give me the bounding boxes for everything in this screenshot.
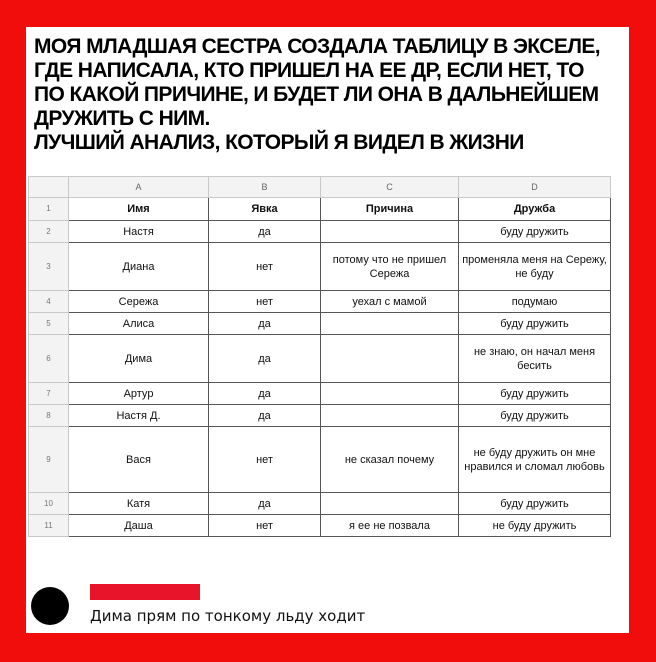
- headline-line: ПО КАКОЙ ПРИЧИНЕ, И БУДЕТ ЛИ ОНА В ДАЛЬНЕЙШЕМ: [34, 83, 599, 106]
- column-header-row: [29, 177, 611, 198]
- cell-reason: не сказал почему: [321, 427, 459, 493]
- cell-name: Настя Д.: [69, 405, 209, 427]
- headline-line: ГДЕ НАПИСАЛА, КТО ПРИШЕЛ НА ЕЕ ДР, ЕСЛИ НЕТ, ТО: [34, 59, 584, 82]
- cell-friendship: буду дружить: [459, 405, 611, 427]
- cell-attendance: да: [209, 313, 321, 335]
- cell-attendance: да: [209, 383, 321, 405]
- row-number: 10: [29, 493, 69, 515]
- table-row: [29, 383, 611, 405]
- cell-name: Сережа: [69, 291, 209, 313]
- cell-reason: [321, 313, 459, 335]
- cell-attendance: да: [209, 493, 321, 515]
- cell-attendance: да: [209, 405, 321, 427]
- column-letter-b: B: [209, 177, 321, 198]
- comment-text: Дима прям по тонкому льду ходит: [90, 607, 366, 625]
- redacted-username: [90, 584, 200, 600]
- headline-line: ЛУЧШИЙ АНАЛИЗ, КОТОРЫЙ Я ВИДЕЛ В ЖИЗНИ: [34, 131, 524, 154]
- row-number: 9: [29, 427, 69, 493]
- table-row: [29, 221, 611, 243]
- cell-name: Артур: [69, 383, 209, 405]
- table-row: [29, 335, 611, 383]
- row-number: 5: [29, 313, 69, 335]
- cell-friendship: буду дружить: [459, 313, 611, 335]
- column-letter-a: A: [69, 177, 209, 198]
- cell-attendance: нет: [209, 291, 321, 313]
- cell-name: Дима: [69, 335, 209, 383]
- row-number: 8: [29, 405, 69, 427]
- table-row: [29, 405, 611, 427]
- cell-reason: потому что не пришел Сережа: [321, 243, 459, 291]
- avatar: [31, 587, 69, 625]
- row-number: 4: [29, 291, 69, 313]
- cell-reason: [321, 405, 459, 427]
- cell-name: Настя: [69, 221, 209, 243]
- cell-attendance: нет: [209, 515, 321, 537]
- headline-line: ДРУЖИТЬ С НИМ.: [34, 107, 210, 130]
- table-row: [29, 313, 611, 335]
- cell-friendship: подумаю: [459, 291, 611, 313]
- cell-friendship: буду дружить: [459, 383, 611, 405]
- row-number: 1: [29, 198, 69, 221]
- table-row: [29, 291, 611, 313]
- spreadsheet-screenshot: [28, 176, 611, 537]
- cell-reason: уехал с мамой: [321, 291, 459, 313]
- cell-attendance: нет: [209, 427, 321, 493]
- cell-friendship: променяла меня на Сережу, не буду: [459, 243, 611, 291]
- headline-line: МОЯ МЛАДШАЯ СЕСТРА СОЗДАЛА ТАБЛИЦУ В ЭКСЕЛЕ,: [34, 35, 600, 58]
- cell-reason: [321, 493, 459, 515]
- cell-friendship: не знаю, он начал меня бесить: [459, 335, 611, 383]
- header-attendance: Явка: [209, 198, 321, 221]
- comment: [26, 579, 629, 633]
- table-row: [29, 243, 611, 291]
- table-row: [29, 515, 611, 537]
- table-row: [29, 427, 611, 493]
- column-letter-c: C: [321, 177, 459, 198]
- header-reason: Причина: [321, 198, 459, 221]
- meme-headline: [34, 35, 624, 155]
- cell-reason: я ее не позвала: [321, 515, 459, 537]
- cell-friendship: буду дружить: [459, 221, 611, 243]
- row-number: 6: [29, 335, 69, 383]
- row-number: 2: [29, 221, 69, 243]
- meme-card: [26, 27, 629, 633]
- cell-friendship: не буду дружить он мне нравился и сломал любовь: [459, 427, 611, 493]
- cell-friendship: не буду дружить: [459, 515, 611, 537]
- row-number: 11: [29, 515, 69, 537]
- cell-attendance: нет: [209, 243, 321, 291]
- cell-reason: [321, 335, 459, 383]
- cell-attendance: да: [209, 221, 321, 243]
- cell-reason: [321, 221, 459, 243]
- header-name: Имя: [69, 198, 209, 221]
- table-row: [29, 493, 611, 515]
- cell-name: Алиса: [69, 313, 209, 335]
- cell-name: Катя: [69, 493, 209, 515]
- cell-name: Вася: [69, 427, 209, 493]
- cell-reason: [321, 383, 459, 405]
- table-row: [29, 198, 611, 221]
- cell-attendance: да: [209, 335, 321, 383]
- cell-name: Даша: [69, 515, 209, 537]
- cell-name: Диана: [69, 243, 209, 291]
- header-friendship: Дружба: [459, 198, 611, 221]
- corner-cell: [29, 177, 69, 198]
- row-number: 3: [29, 243, 69, 291]
- row-number: 7: [29, 383, 69, 405]
- cell-friendship: буду дружить: [459, 493, 611, 515]
- column-letter-d: D: [459, 177, 611, 198]
